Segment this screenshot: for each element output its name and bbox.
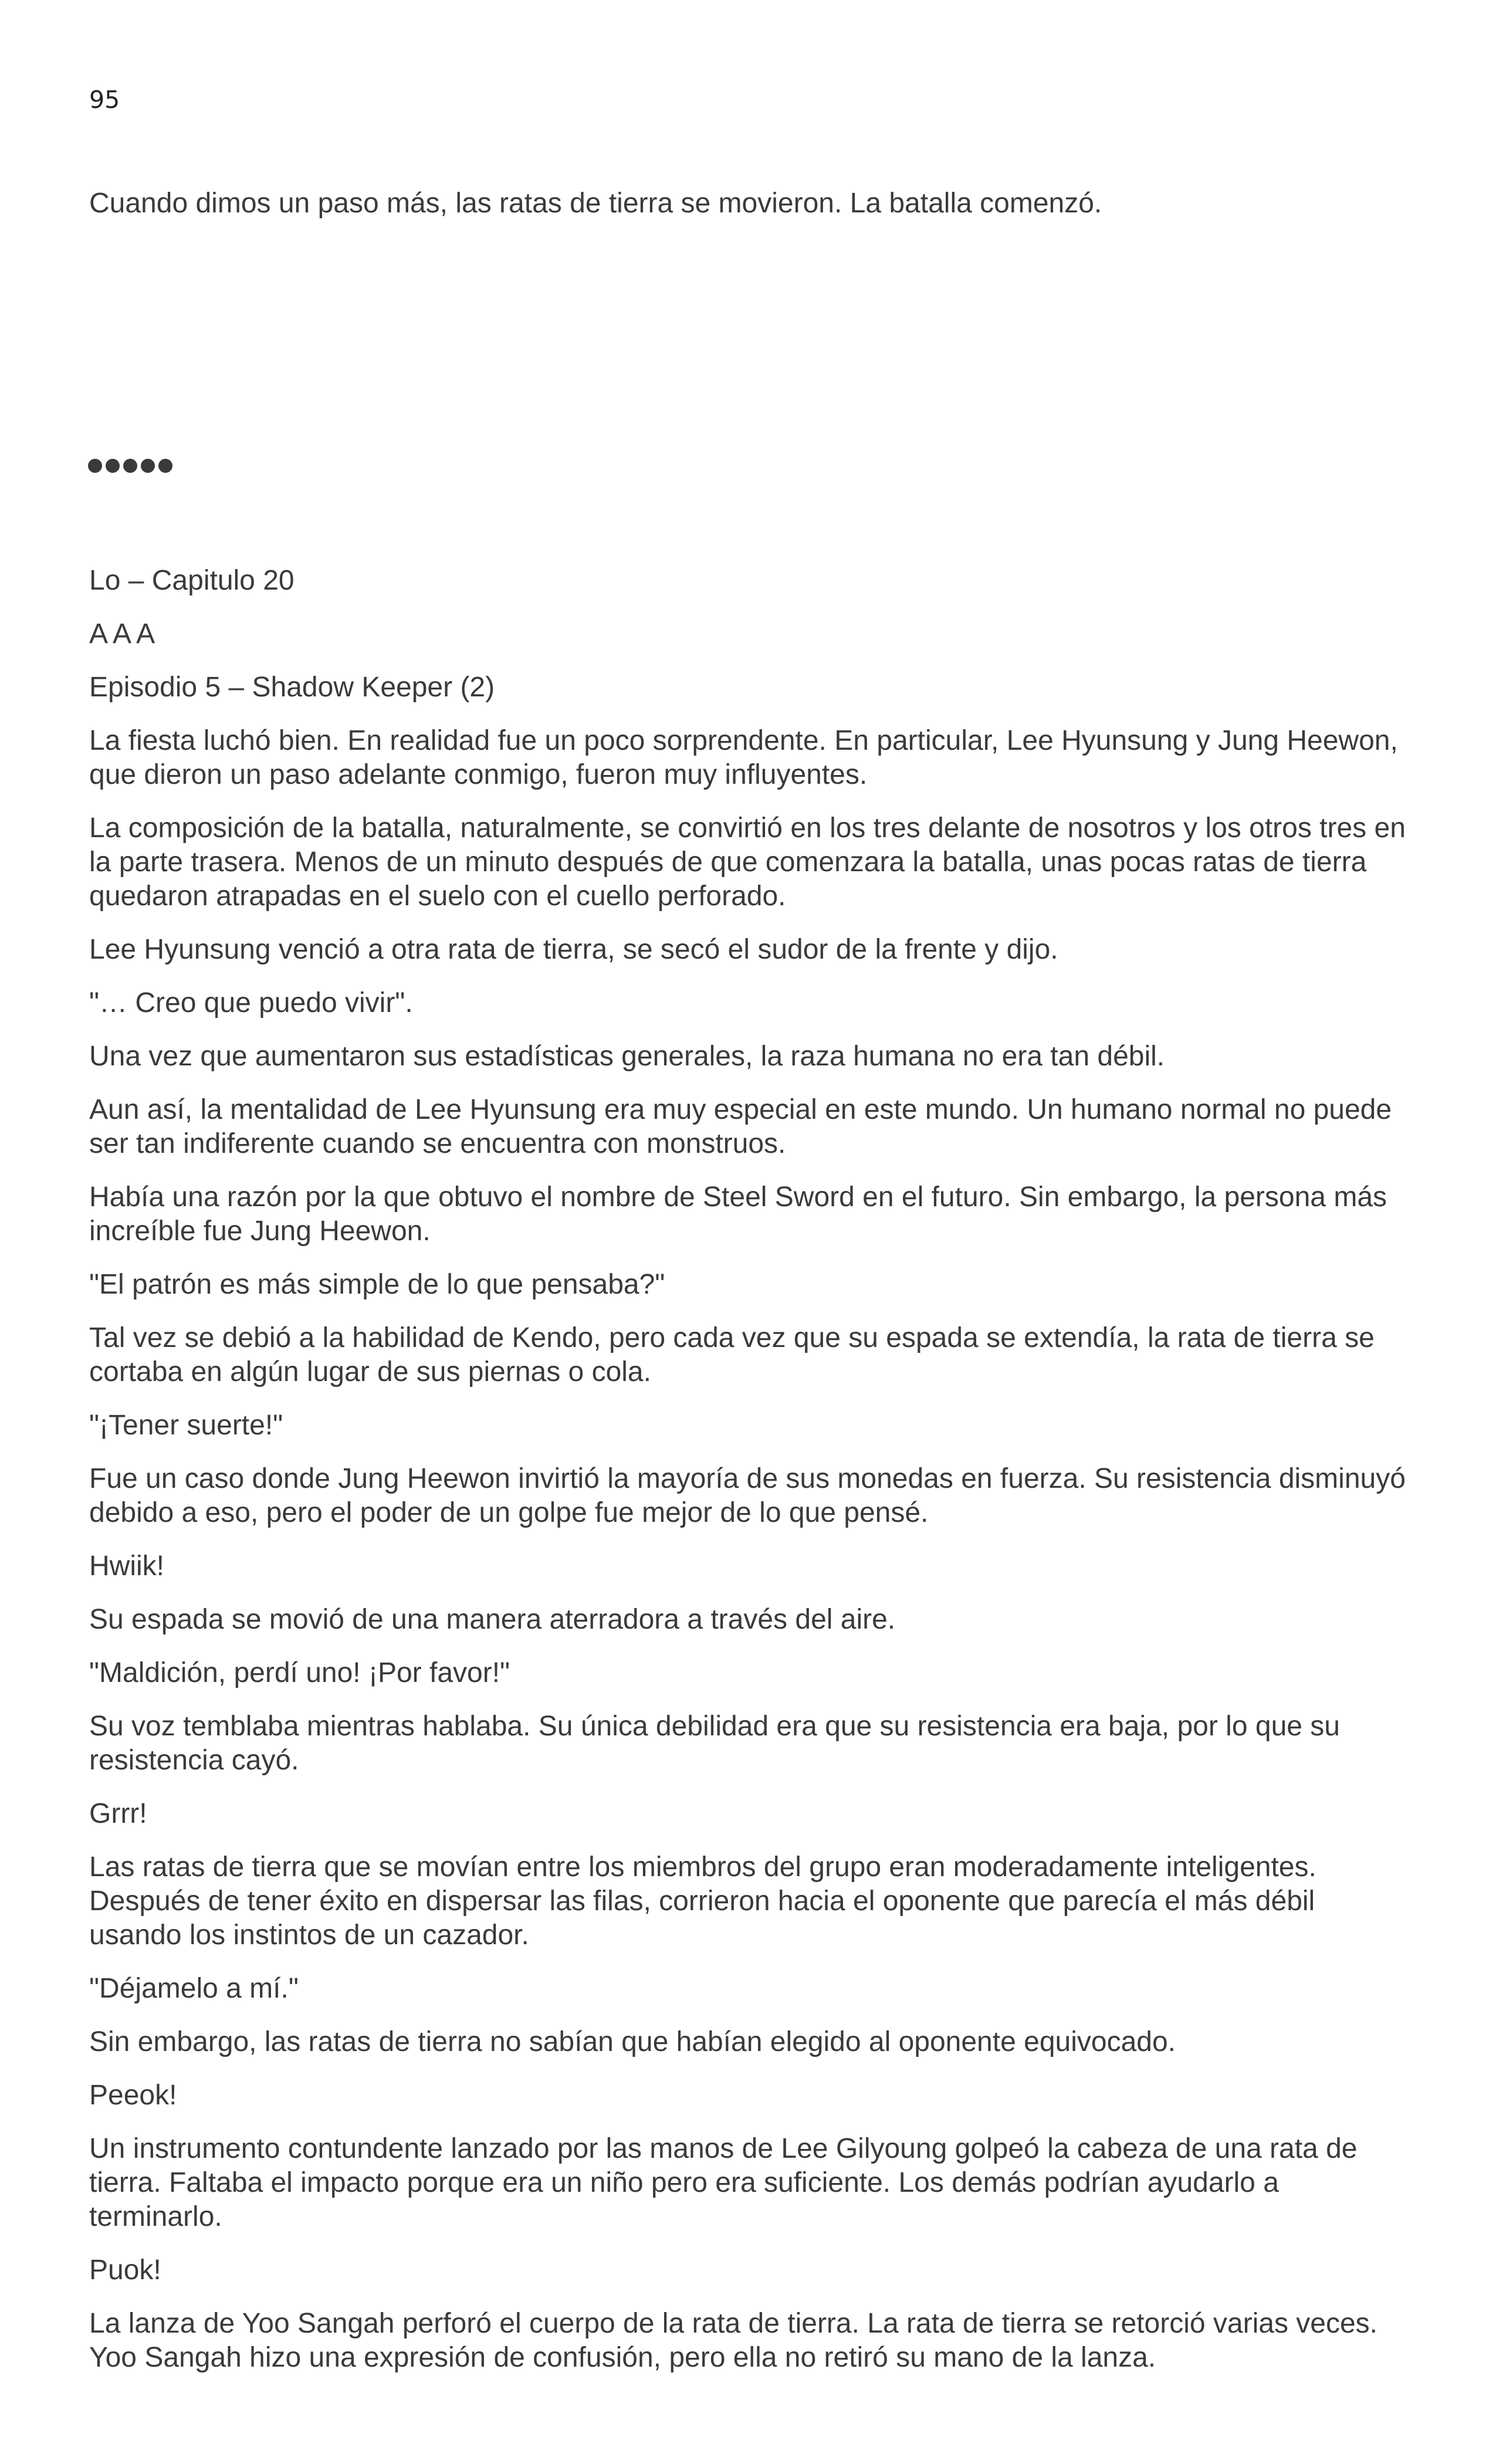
paragraph: Peeok! [89, 2080, 177, 2111]
paragraph: "Maldición, perdí uno! ¡Por favor!" [89, 1657, 510, 1688]
paragraph: Su voz temblaba mientras hablaba. Su única debilidad era que su resistencia era baja, por lo que su resistencia cayó. [89, 1711, 1340, 1776]
paragraph: "… Creo que puedo vivir". [89, 987, 413, 1018]
paragraph: Tal vez se debió a la habilidad de Kendo, pero cada vez que su espada se extendía, la rata de tierra se cortaba en algún lugar de sus piernas o cola. [89, 1322, 1375, 1387]
paragraph: Puok! [89, 2255, 161, 2286]
paragraph: "Déjamelo a mí." [89, 1973, 299, 2004]
paragraph: Una vez que aumentaron sus estadísticas generales, la raza humana no era tan débil. [89, 1041, 1165, 1072]
paragraph: "¡Tener suerte!" [89, 1410, 283, 1441]
episode-title: Episodio 5 – Shadow Keeper (2) [89, 672, 495, 703]
paragraph: Aun así, la mentalidad de Lee Hyunsung era muy especial en este mundo. Un humano normal no puede ser tan indiferente cuando se encuentra con monstruos. [89, 1094, 1392, 1159]
paragraph: Fue un caso donde Jung Heewon invirtió la mayoría de sus monedas en fuerza. Su resistencia disminuyó debido a eso, pero el poder de un golpe fue mejor de lo que pensé. [89, 1463, 1406, 1528]
paragraph: Sin embargo, las ratas de tierra no sabían que habían elegido al oponente equivocado. [89, 2026, 1176, 2057]
separator-dot-icon [158, 459, 172, 473]
paragraph: Había una razón por la que obtuvo el nombre de Steel Sword en el futuro. Sin embargo, la persona más increíble fue Jung Heewon. [89, 1182, 1387, 1247]
separator-dot-icon [123, 459, 137, 473]
paragraph: Hwiik! [89, 1551, 164, 1582]
paragraph: Su espada se movió de una manera aterradora a través del aire. [89, 1604, 896, 1635]
intro-paragraph: Cuando dimos un paso más, las ratas de tierra se movieron. La batalla comenzó. [89, 188, 1102, 219]
paragraph: Las ratas de tierra que se movían entre los miembros del grupo eran moderadamente inteligentes. Después de tener éxito en dispersar las filas, corrieron hacia el oponente que parecía el más débil usando los instintos de un cazador. [89, 1852, 1316, 1951]
paragraph: "El patrón es más simple de lo que pensaba?" [89, 1269, 665, 1300]
separator-dot-icon [141, 459, 155, 473]
paragraph: La lanza de Yoo Sangah perforó el cuerpo de la rata de tierra. La rata de tierra se retorció varias veces. Yoo Sangah hizo una expresión de confusión, pero ella no retiró su mano de la lanza. [89, 2308, 1377, 2373]
page-number: 95 [89, 86, 120, 114]
paragraph: Lee Hyunsung venció a otra rata de tierra, se secó el sudor de la frente y dijo. [89, 934, 1058, 965]
paragraph: Grrr! [89, 1798, 147, 1829]
separator-dots [88, 459, 172, 473]
font-size-controls: A A A [89, 618, 155, 649]
paragraph: La composición de la batalla, naturalmente, se convirtió en los tres delante de nosotros y los otros tres en la parte trasera. Menos de un minuto después de que comenzara la batalla, unas pocas ratas de tierra quedaron atrapadas en el suelo con el cuello perforado. [89, 813, 1406, 912]
separator-dot-icon [106, 459, 120, 473]
separator-dot-icon [88, 459, 102, 473]
chapter-title: Lo – Capitulo 20 [89, 565, 295, 596]
chapter-body [89, 564, 1415, 2394]
paragraph: La fiesta luchó bien. En realidad fue un poco sorprendente. En particular, Lee Hyunsung y Jung Heewon, que dieron un paso adelante conmigo, fueron muy influyentes. [89, 725, 1398, 790]
paragraph: Un instrumento contundente lanzado por las manos de Lee Gilyoung golpeó la cabeza de una rata de tierra. Faltaba el impacto porque era un niño pero era suficiente. Los demás podrían ayudarlo a terminarlo. [89, 2133, 1358, 2232]
